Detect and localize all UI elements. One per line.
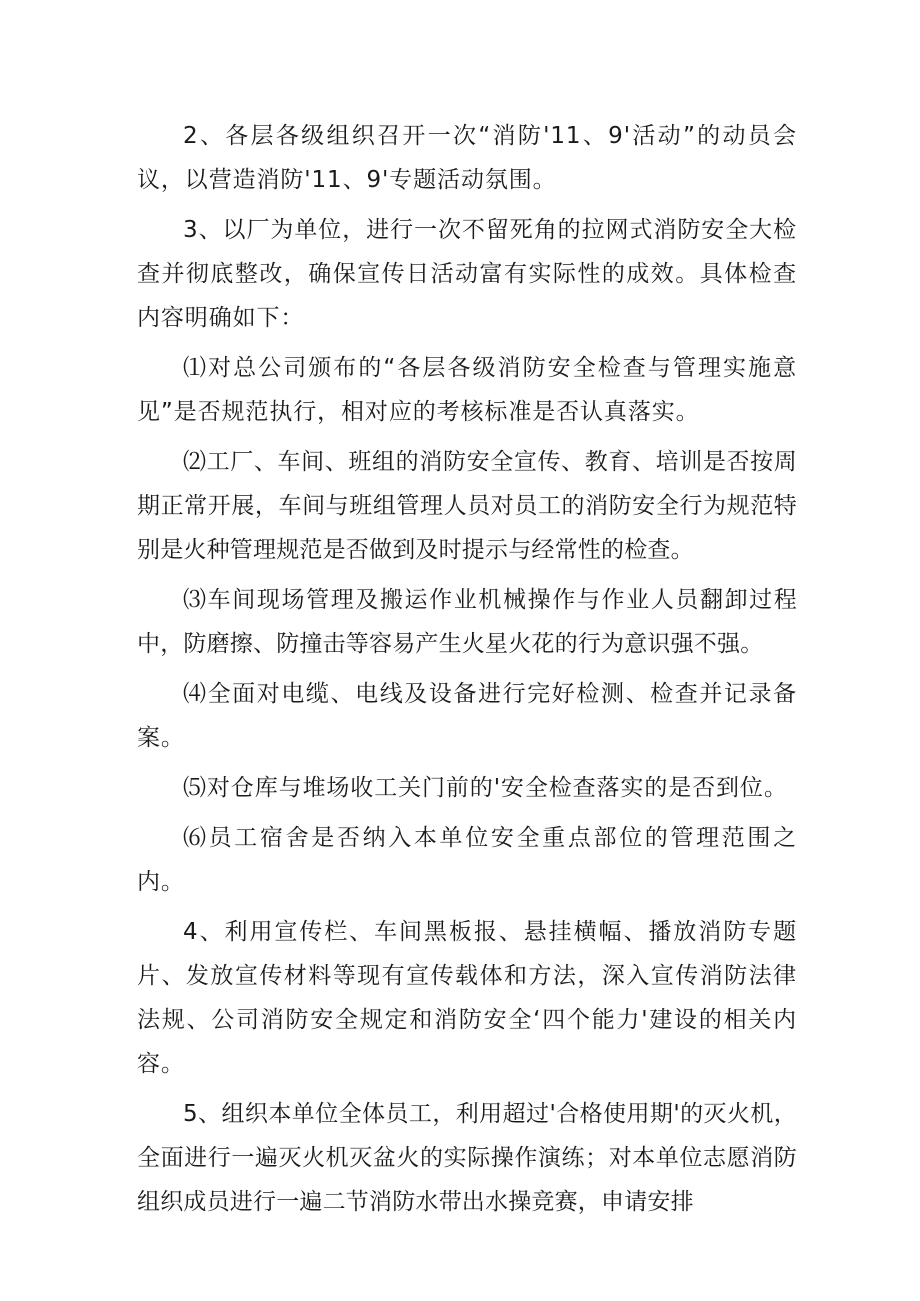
paragraph-item-3: 3、以厂为单位，进行一次不留死角的拉网式消防安全大检查并彻底整改，确保宣传日活动富有实际性的成效。具体检查内容明确如下： [137,217,797,331]
paragraph-subitem-4: ⑷全面对电缆、电线及设备进行完好检测、检查并记录备案。 [137,681,797,751]
paragraph-item-5: 5、组织本单位全体员工，利用超过'合格使用期'的灭火机，全面进行一遍灭火机灭盆火的实际操作演练；对本单位志愿消防组织成员进行一遍二节消防水带出水操竞赛，申请安排 [137,1101,797,1215]
paragraph-item-4: 4、利用宣传栏、车间黑板报、悬挂横幅、播放消防专题片、发放宣传材料等现有宣传载体和方法，深入宣传消防法律法规、公司消防安全规定和消防安全‘四个能力'建设的相关内容。 [137,919,797,1077]
paragraph-subitem-5: ⑸对仓库与堆场收工关门前的'安全检查落实的是否到位。 [183,775,788,801]
paragraph-subitem-6: ⑹员工宿舍是否纳入本单位安全重点部位的管理范围之内。 [137,825,797,895]
paragraph-subitem-2: ⑵工厂、车间、班组的消防安全宣传、教育、培训是否按周期正常开展，车间与班组管理人员对员工的消防安全行为规范特别是火种管理规范是否做到及时提示与经常性的检查。 [137,449,797,563]
document-body [137,114,797,1230]
paragraph-subitem-1: ⑴对总公司颁布的“各层各级消防安全检查与管理实施意见”是否规范执行，相对应的考核标准是否认真落实。 [137,355,797,425]
paragraph-subitem-3: ⑶车间现场管理及搬运作业机械操作与作业人员翻卸过程中，防磨擦、防撞击等容易产生火星火花的行为意识强不强。 [137,587,797,657]
paragraph-item-2: 2、各层各级组织召开一次“消防'11、9'活动”的动员会议，以营造消防'11、9'专题活动氛围。 [137,123,797,193]
